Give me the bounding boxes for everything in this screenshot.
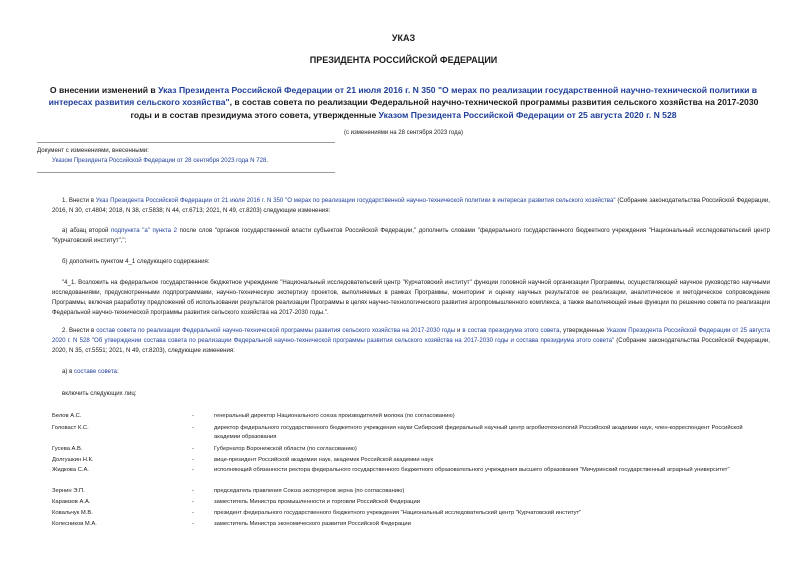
- title-link-decree-350[interactable]: Указ Президента Российской Федерации от 21 июля 2016 г. N 350 "О мерах по реализации государственной научно-технической политики в интересах развития сельского хозяйства": [48, 85, 758, 108]
- doc-changes-tail: .: [266, 157, 269, 164]
- person-name: Ковальчук М.В.: [52, 510, 93, 516]
- paragraph-2: [52, 326, 770, 356]
- include-intro: включить следующих лиц:: [62, 390, 137, 397]
- paragraph-2-link-decree-528[interactable]: Указом Президента Российской Федерации от 25 августа 2020 г. N 528: [52, 327, 770, 344]
- person-role: директор федерального государственного бюджетного учреждения науки Сибирский федеральный научный центр агробиотехнологий Российской академии наук, член-корреспондент Российской академии образования: [214, 425, 743, 441]
- item-a-2-end: :: [116, 368, 119, 375]
- person-name: Колесников М.А.: [52, 521, 97, 527]
- paragraph-1-link[interactable]: Указ Президента Российской Федерации от 21 июля 2016 г. N 350 "О мерах по реализации государственной научно-технической политики в интересах развития сельского хозяйства": [95, 197, 616, 204]
- person-dash: -: [192, 510, 194, 516]
- person-name: Зернин Э.П.: [52, 488, 85, 494]
- title-prefix: О внесении изменений в: [49, 85, 159, 95]
- person-dash: -: [192, 488, 194, 494]
- person-role: генеральный директор Национального союза производителей молока (по согласованию): [214, 413, 455, 419]
- person-role: председатель правления Союза экспортеров зерна (по согласованию): [214, 488, 405, 494]
- person-name: Белов А.С.: [52, 413, 82, 419]
- person-role: вице-президент Российской академии наук, академик Российской академии наук: [214, 457, 433, 463]
- person-dash: -: [192, 446, 194, 452]
- divider-bottom: [37, 172, 335, 173]
- paragraph-1-end: (Собрание законодательства Российской Федерации, 2016, N 30, ст.4804; 2018, N 38, ст.5838; N 44, ст.6713; 2021, N 49, ст.8203) следующие изменения:: [52, 197, 770, 214]
- paragraph-2-and: и: [455, 327, 463, 334]
- item-a-2-start: а) в: [62, 368, 75, 375]
- person-role: исполняющий обязанности ректора федерального государственного бюджетного образовательного учреждения высшего образования "Мичуринский государственный аграрный университет": [214, 467, 730, 473]
- person-role: Губернатор Воронежской области (по согласованию): [214, 446, 357, 452]
- person-name: Головаст К.С.: [52, 425, 89, 431]
- doc-changes-line: [37, 156, 337, 166]
- item-a-1-link[interactable]: подпункта "а" пункта 2: [110, 227, 178, 234]
- person-dash: -: [192, 499, 194, 505]
- person-dash: -: [192, 467, 194, 473]
- person-name: Долгушкин Н.К.: [52, 457, 94, 463]
- paragraph-1-start: 1. Внести в: [62, 197, 96, 204]
- paragraph-2-approved: , утвержденные: [559, 327, 607, 334]
- item-a-1-start: а) абзац второй: [62, 227, 111, 234]
- title-middle-2: , утвержденные: [308, 109, 379, 120]
- person-dash: -: [192, 425, 194, 431]
- person-name: Жидкова С.А.: [52, 467, 89, 473]
- person-dash: -: [192, 457, 194, 463]
- document-title: [38, 84, 769, 121]
- changes-note: (с изменениями на 28 сентября 2023 года): [344, 130, 463, 136]
- person-role: президент федерального государственного бюджетного учреждения "Национальный исследовательский центр "Курчатовский институт": [214, 510, 582, 516]
- title-link-decree-528[interactable]: Указом Президента Российской Федерации от 25 августа 2020 г. N 528: [378, 109, 677, 120]
- item-a-1-end: после слов "органов государственной власти субъектов Российской Федерации," дополнить словами "федерального государственного бюджетного учреждения "Национальный исследовательский центр "Курчатовский институт",";: [52, 227, 770, 244]
- person-name: Гусева А.В.: [52, 446, 83, 452]
- paragraph-2-link-presidium[interactable]: в состав президиума этого совета: [462, 327, 560, 334]
- person-role: заместитель Министра промышленности и торговли Российской Федерации: [214, 499, 420, 505]
- person-name: Карамзов А.А.: [52, 499, 91, 505]
- paragraph-2-start: 2. Внести в: [62, 327, 97, 334]
- paragraph-2-end: (Собрание законодательства Российской Федерации, 2020, N 35, ст.5551; 2021, N 49, ст.8203), следующие изменения:: [52, 337, 770, 354]
- person-dash: -: [192, 521, 194, 527]
- title-middle: , в состав совета по реализации Федеральной научно-технической программы развития сельского хозяйства на 2017-2030 годы и в состав президиума этого совета: [130, 97, 759, 120]
- decree-heading: УКАЗ: [391, 33, 416, 43]
- doc-changes-label: Документ с изменениями, внесенными:: [37, 147, 149, 154]
- paragraph-2-link-decree-title[interactable]: "Об утверждении состава совета по реализации Федеральной научно-технической программы развития сельского хозяйства на 2017-2030 годы и состава президиума этого совета": [89, 337, 615, 344]
- paragraph-2-link-council[interactable]: состав совета по реализации Федеральной научно-технической программы развития сельского хозяйства на 2017-2030 годы: [96, 327, 456, 334]
- person-dash: -: [192, 413, 194, 419]
- item-a-2-link[interactable]: составе совета: [74, 368, 117, 375]
- quoted-clause-4-1: "4_1. Возложить на федеральное государственное бюджетное учреждение "Национальный исследовательский центр "Курчатовский институт" функции головной научной организации Программы, осуществляющей научное руководство научными исследованиями, предусмотренными подпрограммами, научно-техническую экспертизу проектов, выполняемых в рамках Программы, мониторинг и оценку научных результатов ее реализации, аналитическое и методическое сопровождение Программы, включая разработку предложений об использовании результатов реализации Программы в целях научно-технологического развития агропромышленного комплекса, а также выполняющей иные функции по решению совета по реализации Федеральной научно-технической программы развития сельского хозяйства на 2017-2030 годы.".: [52, 279, 770, 316]
- item-a-2: [62, 367, 780, 377]
- person-role: заместитель Министра экономического развития Российской Федерации: [214, 521, 411, 527]
- item-a-1: [52, 226, 770, 246]
- doc-changes-link[interactable]: Указом Президента Российской Федерации от 28 сентября 2023 года N 728: [52, 157, 267, 164]
- issuer-heading: ПРЕЗИДЕНТА РОССИЙСКОЙ ФЕДЕРАЦИИ: [309, 55, 498, 65]
- divider-top: [37, 142, 335, 143]
- doc-changes-box: [37, 146, 337, 166]
- item-b-1: б) дополнить пунктом 4_1 следующего содержания:: [62, 258, 210, 265]
- paragraph-1: [52, 196, 770, 216]
